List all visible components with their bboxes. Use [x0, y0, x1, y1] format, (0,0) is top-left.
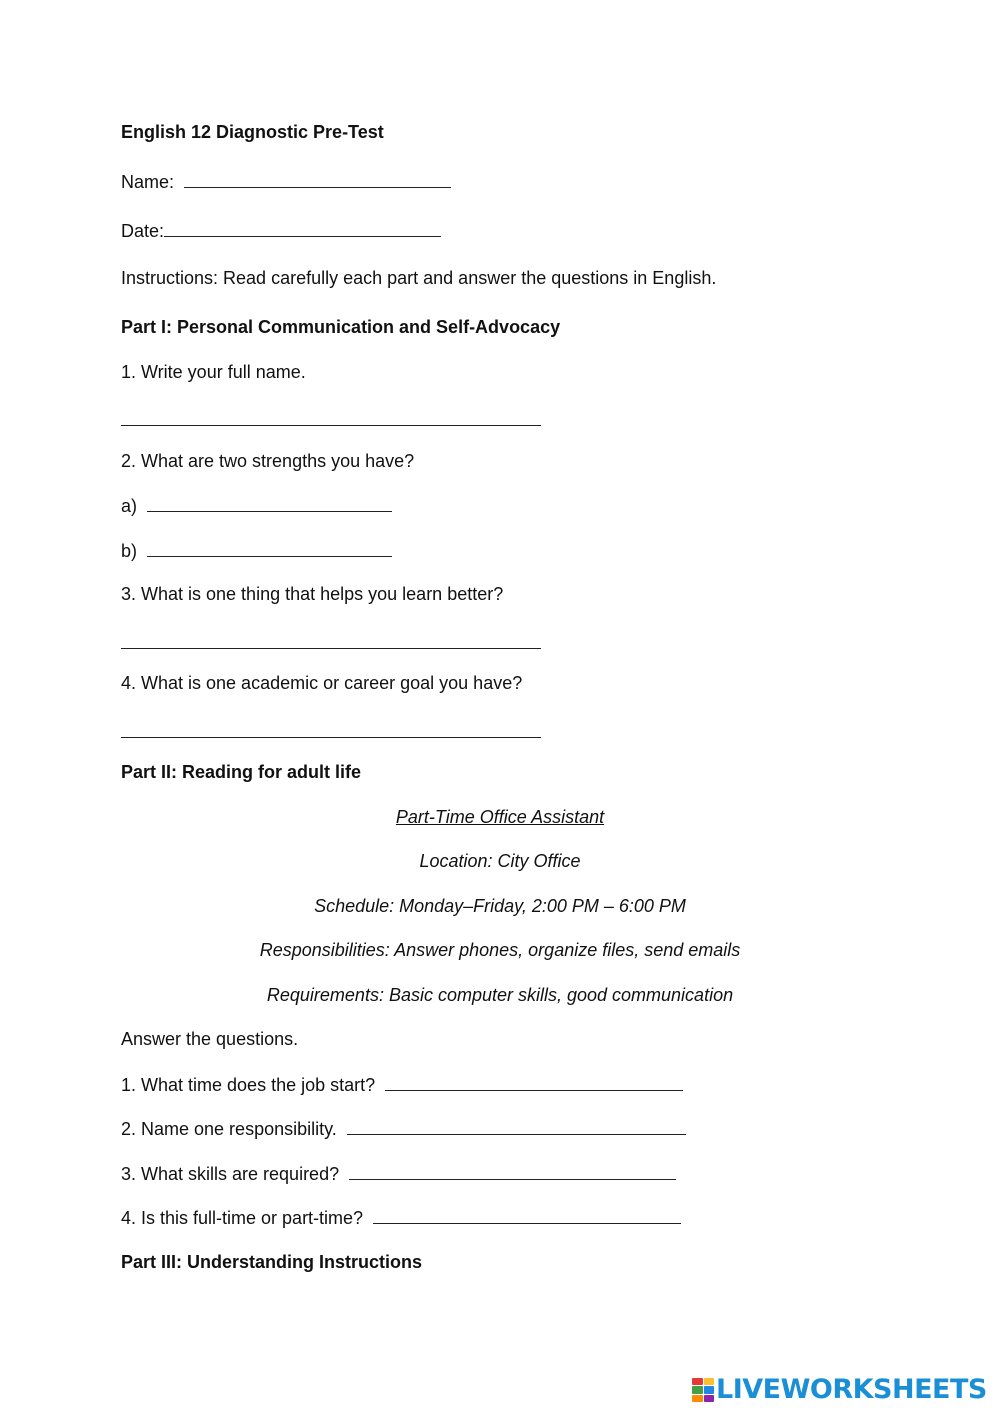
part3-heading: Part III: Understanding Instructions [121, 1252, 423, 1272]
part2-question-3-row [121, 1162, 676, 1185]
part1-answer-line-4[interactable] [121, 737, 541, 738]
part1-heading: Part I: Personal Communication and Self-Advocacy [121, 317, 561, 337]
liveworksheets-logo-icon [692, 1378, 714, 1402]
part2-heading: Part II: Reading for adult life [121, 762, 362, 782]
liveworksheets-logo[interactable] [692, 1375, 987, 1405]
part2-question-4-row [121, 1206, 681, 1229]
liveworksheets-logo-text: LIVEWORKSHEETS [716, 1374, 987, 1405]
part2-question-3: 3. What skills are required? [121, 1164, 340, 1184]
part2-question-1: 1. What time does the job start? [121, 1075, 376, 1095]
part2-question-1-row [121, 1073, 683, 1096]
job-ad-responsibilities: Responsibilities: Answer phones, organize files, send emails [259, 940, 741, 960]
part1-answer-2a[interactable] [147, 494, 392, 512]
name-row [121, 170, 451, 193]
part2-answer-3[interactable] [349, 1162, 676, 1180]
part1-question-2b-row [121, 539, 392, 562]
part1-question-3: 3. What is one thing that helps you learn better? [121, 584, 504, 604]
part2-prompt: Answer the questions. [121, 1029, 299, 1049]
part1-question-2a-label: a) [121, 496, 138, 516]
part2-answer-2[interactable] [347, 1117, 686, 1135]
worksheet-title: English 12 Diagnostic Pre-Test [121, 122, 384, 142]
date-label: Date: [121, 221, 165, 241]
part2-question-2: 2. Name one responsibility. [121, 1119, 337, 1139]
part1-question-2: 2. What are two strengths you have? [121, 451, 415, 471]
part1-question-2b-label: b) [121, 541, 138, 561]
name-field[interactable] [184, 170, 451, 188]
name-label: Name: [121, 172, 175, 192]
job-ad-requirements: Requirements: Basic computer skills, good communication [266, 985, 734, 1005]
part1-answer-line-3[interactable] [121, 648, 541, 649]
part1-answer-line-1[interactable] [121, 425, 541, 426]
part1-answer-2b[interactable] [147, 539, 392, 557]
part2-question-4: 4. Is this full-time or part-time? [121, 1208, 364, 1228]
instructions: Instructions: Read carefully each part and answer the questions in English. [121, 268, 717, 288]
part2-answer-1[interactable] [385, 1073, 683, 1091]
job-ad-location: Location: City Office [419, 851, 581, 871]
date-field[interactable] [164, 219, 441, 237]
date-row [121, 219, 441, 242]
part1-question-4: 4. What is one academic or career goal you have? [121, 673, 523, 693]
part2-answer-4[interactable] [373, 1206, 681, 1224]
job-ad-schedule: Schedule: Monday–Friday, 2:00 PM – 6:00 PM [314, 896, 686, 916]
part1-question-2a-row [121, 494, 392, 517]
job-ad-title: Part-Time Office Assistant [395, 807, 605, 827]
part2-question-2-row [121, 1117, 686, 1140]
part1-question-1: 1. Write your full name. [121, 362, 306, 382]
